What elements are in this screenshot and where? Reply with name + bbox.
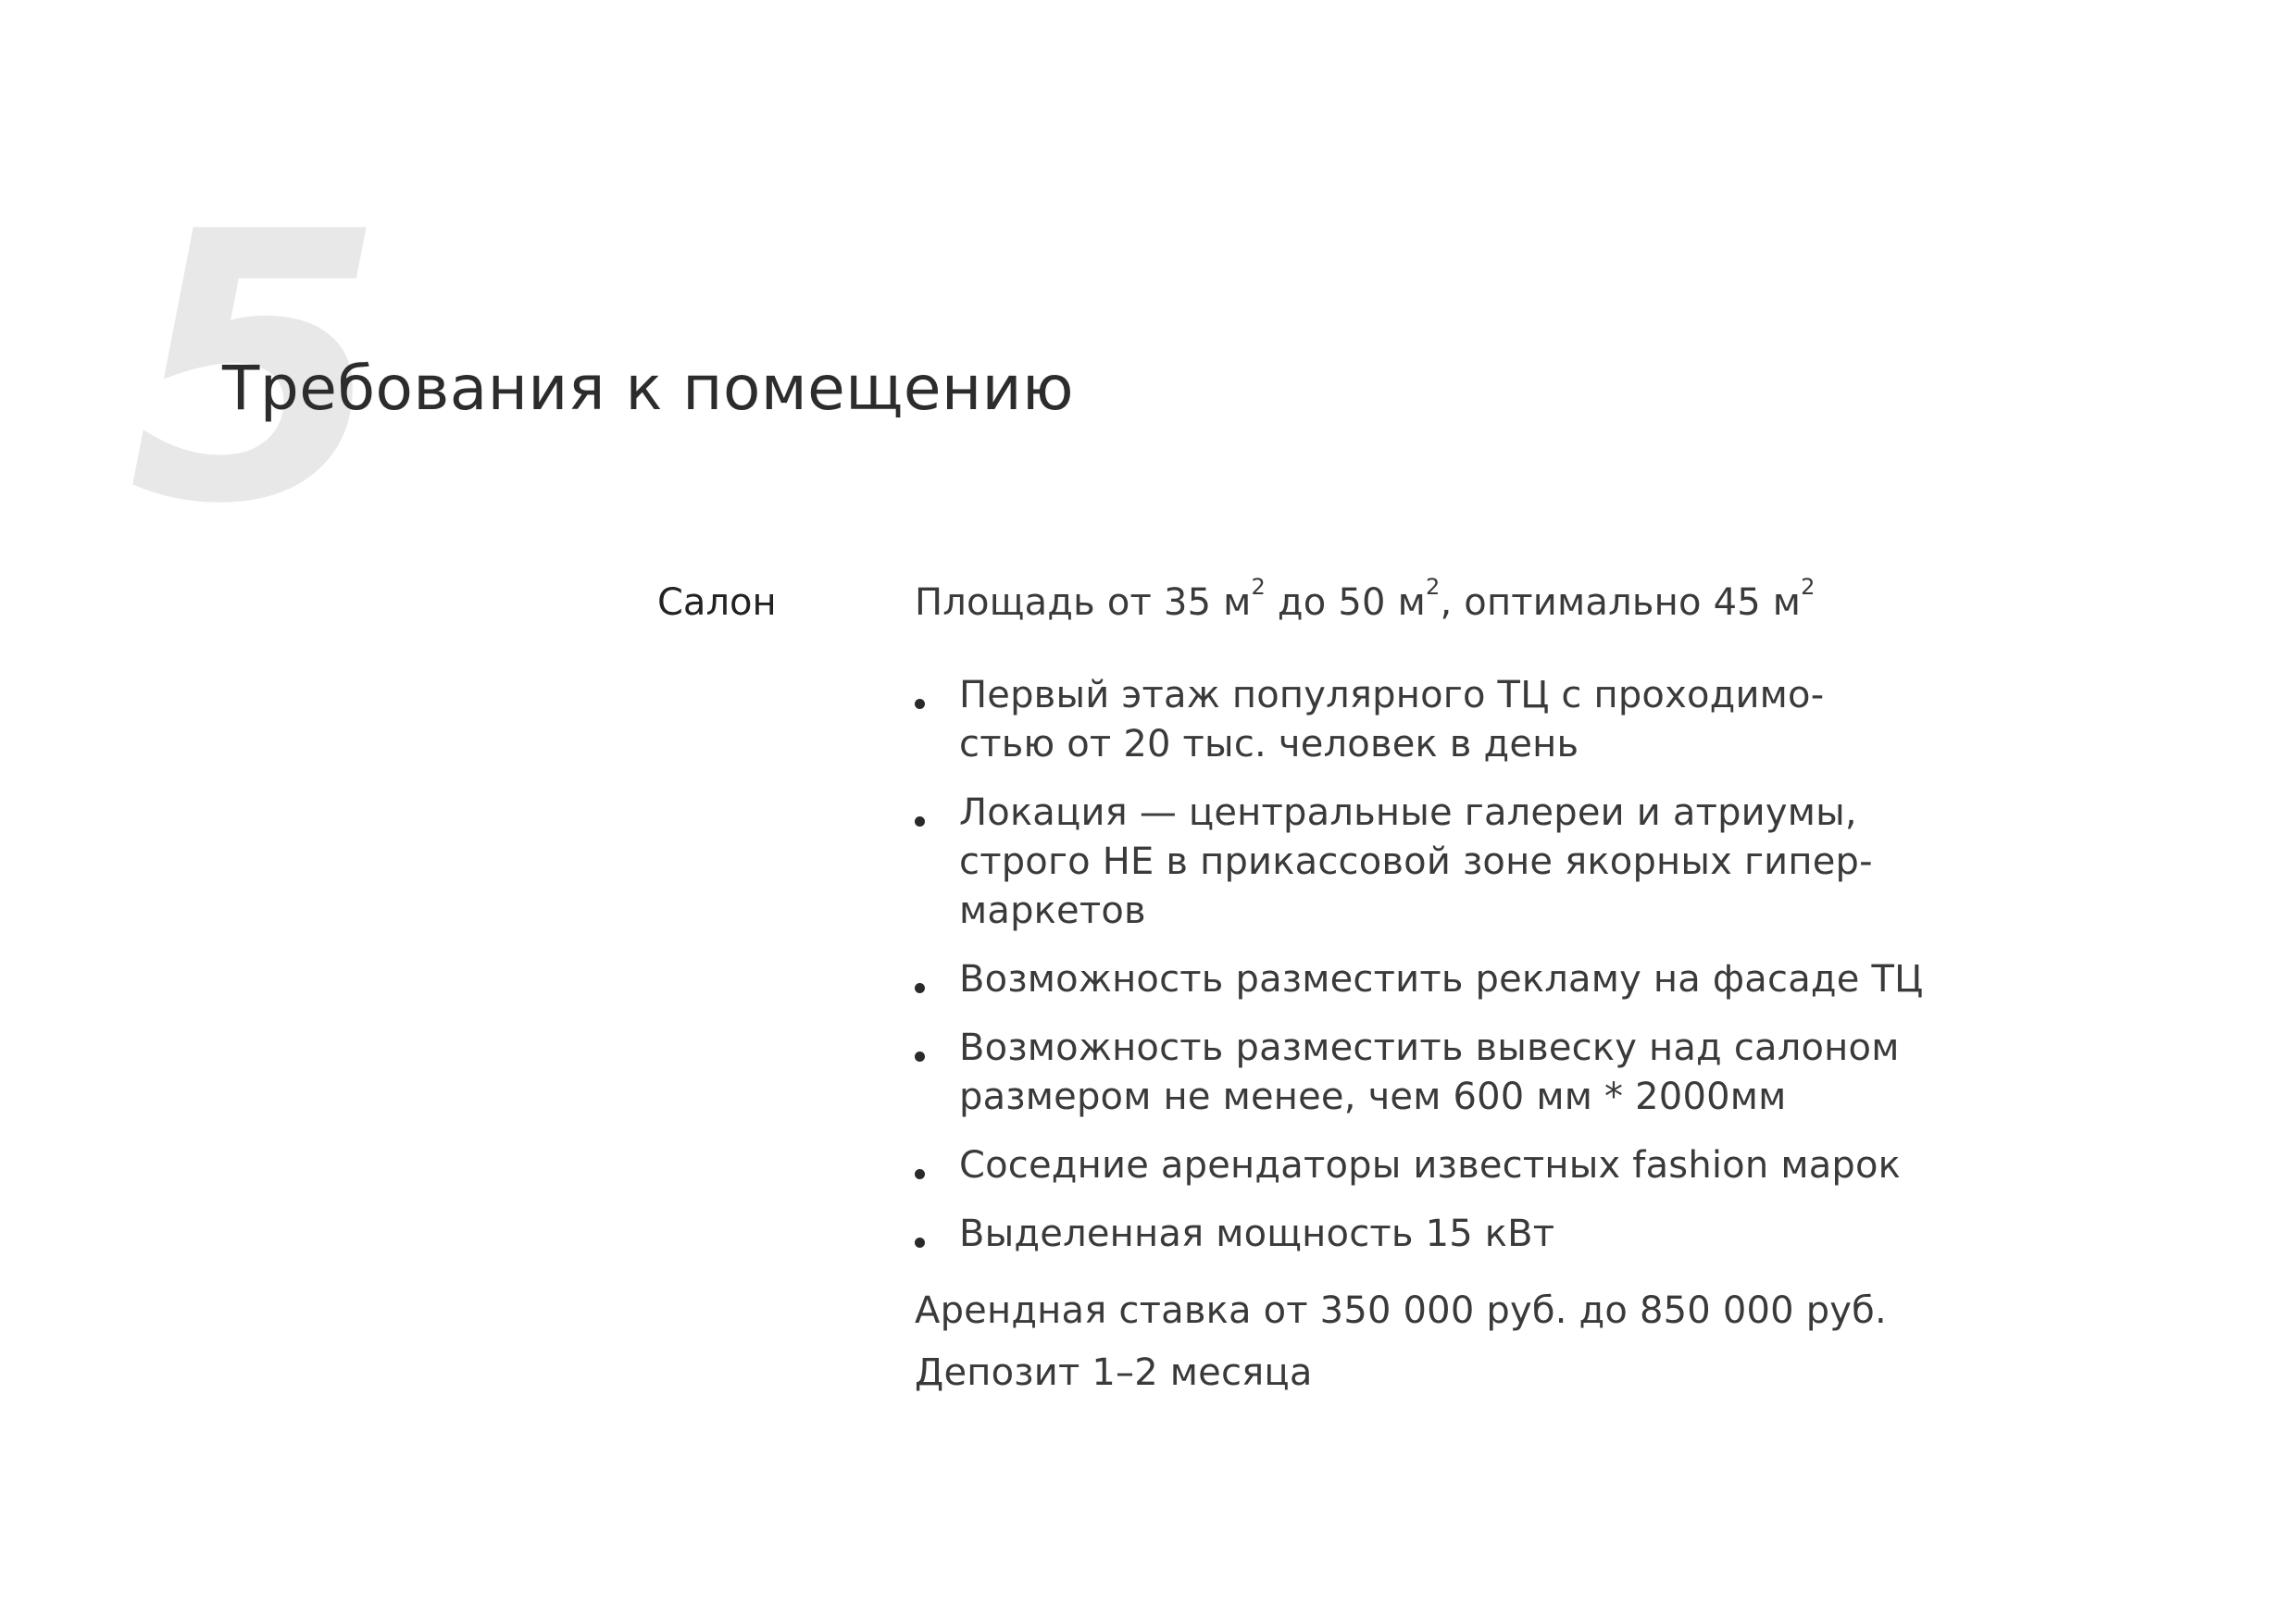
area-prefix: Площадь от 35 м	[915, 581, 1252, 624]
list-item-text: Возможность разместить вывеску над салоном размером не менее, чем 600 мм * 2000мм	[959, 1027, 1900, 1118]
list-item	[915, 1024, 1933, 1122]
deposit: Депозит 1–2 месяца	[915, 1351, 1313, 1394]
bullet-icon	[915, 699, 925, 709]
list-item-text: Выделенная мощность 15 кВт	[959, 1213, 1555, 1255]
bullet-icon	[915, 983, 925, 993]
requirements-list	[915, 671, 1933, 1259]
bullet-icon	[915, 1169, 925, 1179]
list-item	[915, 789, 1933, 936]
salon-label: Салон	[657, 581, 777, 624]
page-title: Требования к помещению	[222, 353, 1075, 424]
list-item	[915, 955, 1933, 1004]
list-item	[915, 1210, 1933, 1259]
bullet-icon	[915, 816, 925, 827]
list-item-text: Возможность разместить рекламу на фасаде ТЦ	[959, 958, 1924, 1001]
superscript-2: 2	[1425, 574, 1441, 600]
list-item-text: Первый этаж популярного ТЦ с проходимо- стью от 20 тыс. человек в день	[959, 674, 1825, 765]
area-mid-2: , оптимально 45 м	[1440, 581, 1802, 624]
bullet-icon	[915, 1238, 925, 1248]
list-item	[915, 1141, 1933, 1190]
superscript-2: 2	[1801, 574, 1816, 600]
list-item-text: Соседние арендаторы известных fashion марок	[959, 1144, 1902, 1187]
salon-requirements-block	[915, 574, 1933, 1398]
rent-rate: Арендная ставка от 350 000 руб. до 850 000 руб.	[915, 1289, 1887, 1332]
list-item-text: Локация — центральные галереи и атриумы, строго НЕ в прикассовой зоне якорных гипер- маркетов	[959, 791, 1873, 932]
superscript-2: 2	[1251, 574, 1267, 600]
list-item	[915, 671, 1933, 769]
area-mid-1: до 50 м	[1266, 581, 1426, 624]
bullet-icon	[915, 1052, 925, 1062]
section-number: 5	[128, 155, 377, 585]
area-line	[915, 574, 1933, 627]
